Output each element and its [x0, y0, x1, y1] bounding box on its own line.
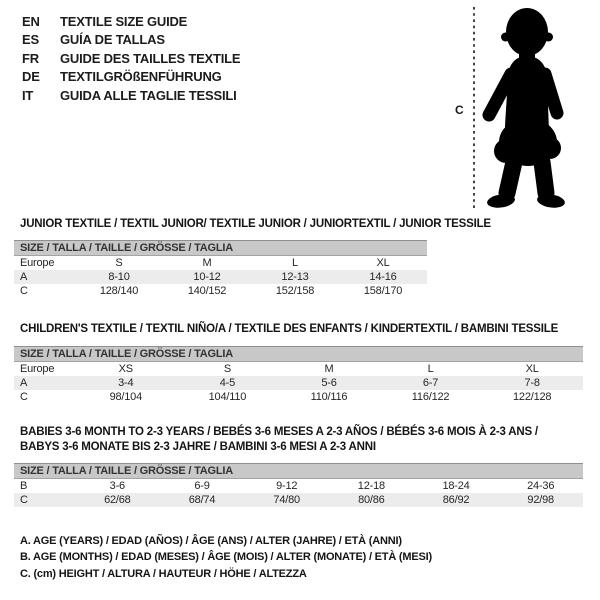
- size-value-cell: 14-16: [369, 271, 397, 283]
- lang-row-en: [22, 13, 240, 31]
- row-label: C: [20, 494, 28, 506]
- size-value-cell: 9-12: [276, 480, 298, 492]
- row-label: B: [20, 480, 28, 492]
- size-value-cell: 4-5: [219, 377, 236, 389]
- table-row: [14, 493, 583, 507]
- size-value-cell: 18-24: [442, 480, 470, 492]
- table-row: [14, 284, 427, 298]
- size-value-cell: 122/128: [512, 391, 552, 403]
- size-value-cell: 24-36: [527, 480, 555, 492]
- size-value-cell: 68/74: [188, 494, 216, 506]
- lang-label: GUIDE DES TAILLES TEXTILE: [60, 50, 241, 66]
- size-value-cell: 7-8: [524, 377, 540, 389]
- lang-code: DE: [22, 69, 40, 85]
- size-value-cell: XL: [525, 363, 539, 375]
- note-a: A. AGE (YEARS) / EDAD (AÑOS) / ÂGE (ANS) / ALTER (JAHRE) / ETÀ (ANNI): [20, 535, 402, 547]
- size-value-cell: M: [324, 363, 334, 375]
- table-row: [14, 390, 583, 404]
- size-value-cell: 6-7: [422, 377, 439, 389]
- size-value-cell: 116/122: [411, 391, 450, 403]
- row-label: A: [20, 271, 28, 283]
- measurement-notes: [20, 533, 432, 582]
- lang-label: GUÍA DE TALLAS: [60, 32, 165, 48]
- row-label: Europe: [20, 363, 55, 375]
- lang-code: IT: [22, 87, 34, 103]
- size-value-cell: L: [427, 363, 434, 375]
- size-header-band: SIZE / TALLA / TAILLE / GRÖSSE / TAGLIA: [14, 463, 583, 479]
- row-label: C: [20, 285, 28, 297]
- table-row: [14, 479, 583, 493]
- lang-row-de: [22, 68, 240, 86]
- size-value-cell: 152/158: [275, 285, 315, 297]
- figure-measure-label: C: [455, 103, 464, 117]
- lang-code: EN: [22, 14, 40, 29]
- row-label: A: [20, 377, 28, 389]
- table-row: [14, 362, 583, 376]
- size-value-cell: 140/152: [187, 285, 227, 297]
- size-value-cell: 6-9: [194, 480, 210, 492]
- size-value-cell: 128/140: [99, 285, 139, 297]
- size-value-cell: 158/170: [363, 285, 403, 297]
- row-label: Europe: [20, 257, 55, 269]
- lang-row-es: [22, 31, 240, 49]
- size-value-cell: 3-4: [118, 377, 134, 389]
- baby-silhouette-icon: [450, 4, 580, 210]
- size-value-cell: 5-6: [321, 377, 337, 389]
- size-value-cell: 86/92: [442, 494, 470, 506]
- language-header: [22, 13, 240, 105]
- size-value-cell: 8-10: [108, 271, 130, 283]
- size-value-cell: 92/98: [527, 494, 554, 506]
- table-row: [14, 256, 427, 270]
- babies-size-table: [14, 463, 583, 507]
- size-value-cell: XL: [376, 257, 390, 269]
- size-value-cell: S: [115, 257, 123, 269]
- babies-title-line-2: BABYS 3-6 MONATE BIS 2-3 JAHRE / BAMBINI 3-6 MESI A 2-3 ANNI: [20, 441, 376, 453]
- babies-title-line-1: BABIES 3-6 MONTH TO 2-3 YEARS / BEBÉS 3-6 MESES A 2-3 AÑOS / BÉBÉS 3-6 MOIS À 2-3 ANS /: [20, 426, 538, 438]
- lang-label: TEXTILGRÖßENFÜHRUNG: [60, 69, 222, 85]
- children-size-table: [14, 346, 583, 404]
- lang-code: ES: [22, 32, 39, 48]
- lang-label: TEXTILE SIZE GUIDE: [60, 14, 188, 29]
- size-value-cell: 3-6: [109, 480, 125, 492]
- lang-code: FR: [22, 50, 39, 66]
- note-b: B. AGE (MONTHS) / EDAD (MESES) / ÂGE (MOIS) / ALTER (MONATE) / ETÀ (MESI): [20, 551, 432, 564]
- size-header-band: SIZE / TALLA / TAILLE / GRÖSSE / TAGLIA: [14, 346, 583, 362]
- size-value-cell: 62/68: [104, 494, 131, 506]
- size-value-cell: 104/110: [208, 391, 247, 403]
- size-value-cell: 10-12: [193, 271, 221, 283]
- lang-row-fr: [22, 50, 240, 68]
- note-c: C. (cm) HEIGHT / ALTURA / HAUTEUR / HÖHE / ALTEZZA: [20, 567, 307, 580]
- size-value-cell: L: [292, 257, 298, 269]
- babies-table-title: [20, 425, 538, 455]
- lang-row-it: [22, 87, 240, 105]
- table-row: [14, 376, 583, 390]
- size-value-cell: S: [223, 363, 231, 375]
- size-header-band: SIZE / TALLA / TAILLE / GRÖSSE / TAGLIA: [14, 240, 427, 256]
- lang-label: GUIDA ALLE TAGLIE TESSILI: [60, 87, 237, 103]
- size-value-cell: 12-18: [357, 480, 385, 492]
- size-value-cell: 74/80: [273, 494, 300, 506]
- junior-table-title: JUNIOR TEXTILE / TEXTIL JUNIOR/ TEXTILE JUNIOR / JUNIORTEXTIL / JUNIOR TESSILE: [20, 218, 491, 230]
- size-value-cell: M: [202, 257, 212, 269]
- size-value-cell: 110/116: [310, 391, 348, 403]
- junior-size-table: [14, 240, 427, 298]
- size-value-cell: 98/104: [109, 391, 143, 403]
- table-row: [14, 270, 427, 284]
- row-label: C: [20, 391, 28, 403]
- size-value-cell: 12-13: [281, 271, 309, 283]
- children-table-title: CHILDREN'S TEXTILE / TEXTIL NIÑO/A / TEXTILE DES ENFANTS / KINDERTEXTIL / BAMBINI TESSILE: [20, 323, 559, 335]
- size-value-cell: XS: [118, 363, 133, 375]
- size-value-cell: 80/86: [358, 494, 385, 506]
